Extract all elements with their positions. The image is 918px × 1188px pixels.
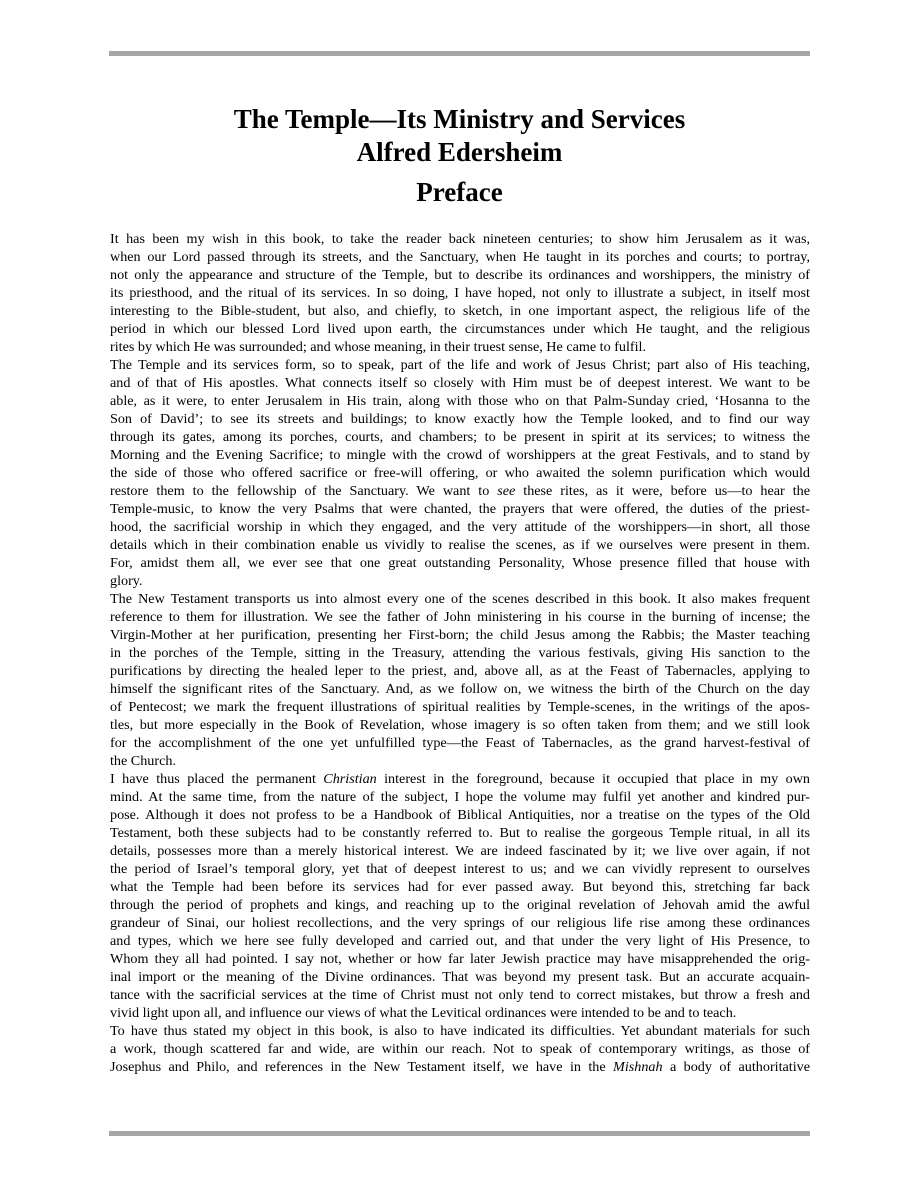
- text-run: what the Temple had been before its services had for ever passed away. But beyond this, stretching far back: [110, 879, 810, 895]
- text-run: the period of Israel’s temporal glory, yet that of deepest interest to us; and we can vividly represent to ourselves: [110, 861, 810, 877]
- text-line: [110, 914, 810, 932]
- text-line: [110, 536, 810, 554]
- text-line: [110, 752, 810, 770]
- text-run: the side of those who offered sacrifice or free-will offering, or who awaited the solemn purification which would: [110, 465, 810, 481]
- text-line: [110, 338, 810, 356]
- text-run: rites by which He was surrounded; and whose meaning, in their truest sense, He came to fulfil.: [110, 339, 647, 355]
- text-run: of Pentecost; we mark the frequent illustrations of spiritual realities by Temple-scenes, in the writings of the apos-: [110, 699, 810, 715]
- text-run: details which in their combination enable us vividly to realise the scenes, as if we ourselves were present in them.: [110, 537, 810, 553]
- text-line: [110, 626, 810, 644]
- text-line: [110, 320, 810, 338]
- text-line: [110, 788, 810, 806]
- text-run: a work, though scattered far and wide, are within our reach. Not to speak of contemporary writings, as those of: [110, 1041, 810, 1057]
- text-run: purifications by directing the healed leper to the priest, and, above all, as at the Feast of Tabernacles, applying to: [110, 663, 810, 679]
- italic-text: Mishnah: [613, 1059, 663, 1075]
- paragraph: [110, 1022, 810, 1076]
- text-line: [110, 302, 810, 320]
- text-run: tance with the sacrificial services at the time of Christ must not only tend to correct mistakes, but throw a fresh and: [110, 987, 810, 1003]
- text-line: [110, 1040, 810, 1058]
- text-run: interesting to the Bible-student, but also, and chiefly, to sketch, in one important aspect, the religious life of the: [110, 303, 810, 319]
- text-run: through the period of prophets and kings, and reaching up to the original revelation of Jehovah amid the awful: [110, 897, 810, 913]
- text-line: [110, 392, 810, 410]
- text-run: through its gates, among its porches, courts, and chambers; to be present in spirit at its services; to witness the: [110, 429, 810, 445]
- text-run: in the porches of the Temple, sitting in the Treasury, attending the various festivals, giving His sanction to the: [110, 645, 810, 661]
- text-line: [110, 230, 810, 248]
- text-line: [110, 554, 810, 572]
- text-line: [110, 878, 810, 896]
- text-run: period in which our blessed Lord lived upon earth, the circumstances under which He taught, and the religious: [110, 321, 810, 337]
- text-line: [110, 1058, 810, 1076]
- text-run: Son of David’; to see its streets and buildings; to know exactly how the Temple looked, and to find our way: [110, 411, 810, 427]
- italic-text: Christian: [323, 771, 377, 787]
- book-title: The Temple—Its Ministry and Services: [233, 104, 686, 134]
- text-line: [110, 824, 810, 842]
- text-run: grandeur of Sinai, our holiest recollections, and the very springs of our religious life rise among these ordinances: [110, 915, 810, 931]
- italic-text: see: [497, 483, 516, 499]
- bottom-rule: [109, 1131, 810, 1136]
- author-name: Alfred Edersheim: [356, 137, 563, 167]
- text-run: Testament, both these subjects had to be constantly referred to. But to realise the gorgeous Temple ritual, in all its: [110, 825, 810, 841]
- text-line: [110, 1022, 810, 1040]
- text-run: glory.: [110, 573, 143, 589]
- text-line: [110, 248, 810, 266]
- text-line: [110, 950, 810, 968]
- text-line: [110, 266, 810, 284]
- title-block: [109, 102, 810, 209]
- text-line: [110, 896, 810, 914]
- text-run: It has been my wish in this book, to take the reader back nineteen centuries; to show him Jerusalem as it was,: [110, 231, 810, 247]
- text-line: [110, 698, 810, 716]
- text-run: pose. Although it does not profess to be a Handbook of Biblical Antiquities, nor a treatise on the types of the Old: [110, 807, 810, 823]
- text-run: mind. At the same time, from the nature of the subject, I hope the volume may fulfil yet another and kindred pur-: [110, 789, 810, 805]
- text-run: Josephus and Philo, and references in the New Testament itself, we have in the: [110, 1059, 614, 1075]
- text-line: [110, 572, 810, 590]
- text-run: these rites, as it were, before us—to hear the: [515, 483, 810, 499]
- text-run: and of that of His apostles. What connects itself so closely with Him must be of deepest interest. We want to be: [110, 375, 810, 391]
- paragraph: [110, 590, 810, 770]
- text-run: Morning and the Evening Sacrifice; to mingle with the crowd of worshippers at the great Festivals, and to stand by: [110, 447, 810, 463]
- top-rule: [109, 51, 810, 56]
- text-run: tles, but more especially in the Book of Revelation, whose imagery is so often taken from them; and we still look: [110, 717, 810, 733]
- text-run: Temple-music, to know the very Psalms that were chanted, the prayers that were offered, the duties of the priest-: [110, 501, 810, 517]
- text-line: [110, 986, 810, 1004]
- text-run: For, amidst them all, we ever see that one great outstanding Personality, Whose presence filled that house with: [110, 555, 810, 571]
- text-run: restore them to the fellowship of the Sanctuary. We want to: [110, 483, 498, 499]
- paragraph: [110, 770, 810, 1022]
- text-run: able, as it were, to enter Jerusalem in His train, along with those who on that Palm-Sunday cried, ‘Hosanna to the: [110, 393, 810, 409]
- text-run: inal import or the meaning of the Divine ordinances. That was beyond my present task. But an accurate acquain-: [110, 969, 810, 985]
- text-run: the Church.: [110, 753, 176, 769]
- text-run: hood, the sacrificial worship in which they engaged, and the very attitude of the worshippers—in short, all those: [110, 519, 810, 535]
- text-line: [110, 662, 810, 680]
- preface-body: [110, 230, 810, 1076]
- text-run: I have thus placed the permanent: [110, 771, 324, 787]
- text-line: [110, 608, 810, 626]
- text-line: [110, 680, 810, 698]
- text-line: [110, 590, 810, 608]
- text-run: a body of authoritative: [662, 1059, 810, 1075]
- text-run: himself the significant rites of the Sanctuary. And, as we follow on, we witness the birth of the Church on the day: [110, 681, 810, 697]
- text-run: Virgin-Mother at her purification, presenting her First-born; the child Jesus among the Rabbis; the Master teaching: [110, 627, 810, 643]
- text-run: Whom they all had pointed. I say not, whether or how far later Jewish practice may have misapprehended the orig-: [110, 951, 810, 967]
- text-line: [110, 716, 810, 734]
- text-run: and types, which we here see fully developed and carried out, and that under the very light of His Presence, to: [110, 933, 810, 949]
- text-run: reference to them for illustration. We see the father of John ministering in his course in the burning of incense; the: [110, 609, 810, 625]
- text-run: not only the appearance and structure of the Temple, but to describe its ordinances and worshippers, the ministry of: [110, 267, 810, 283]
- text-line: [110, 644, 810, 662]
- text-line: [110, 932, 810, 950]
- paragraph: [110, 230, 810, 356]
- section-title: Preface: [416, 177, 503, 207]
- text-run: vivid light upon all, and influence our views of what the Levitical ordinances were intended to be and to teach.: [110, 1005, 737, 1021]
- text-line: [110, 374, 810, 392]
- text-line: [110, 968, 810, 986]
- text-run: for the accomplishment of the one yet unfulfilled type—the Feast of Tabernacles, as the grand harvest-festival of: [110, 735, 810, 751]
- text-line: [110, 860, 810, 878]
- text-run: The New Testament transports us into almost every one of the scenes described in this book. It also makes frequent: [110, 591, 810, 607]
- text-run: details, possesses more than a merely historical interest. We are indeed fascinated by it; we live over again, if not: [110, 843, 810, 859]
- text-line: [110, 482, 810, 500]
- text-run: interest in the foreground, because it occupied that place in my own: [376, 771, 810, 787]
- text-run: To have thus stated my object in this book, is also to have indicated its difficulties. Yet abundant materials for such: [110, 1023, 810, 1039]
- text-line: [110, 518, 810, 536]
- paragraph: [110, 356, 810, 590]
- text-line: [110, 806, 810, 824]
- text-line: [110, 284, 810, 302]
- text-line: [110, 464, 810, 482]
- text-line: [110, 734, 810, 752]
- text-line: [110, 1004, 810, 1022]
- text-line: [110, 500, 810, 518]
- text-line: [110, 842, 810, 860]
- text-line: [110, 770, 810, 788]
- text-line: [110, 356, 810, 374]
- text-line: [110, 428, 810, 446]
- text-run: The Temple and its services form, so to speak, part of the life and work of Jesus Christ; part also of His teaching,: [110, 357, 810, 373]
- text-run: when our Lord passed through its streets, and the Sanctuary, when He taught in its porches and courts; to portray,: [110, 249, 810, 265]
- text-run: its priesthood, and the ritual of its services. In so doing, I have hoped, not only to illustrate a subject, in itself most: [110, 285, 810, 301]
- text-line: [110, 446, 810, 464]
- text-line: [110, 410, 810, 428]
